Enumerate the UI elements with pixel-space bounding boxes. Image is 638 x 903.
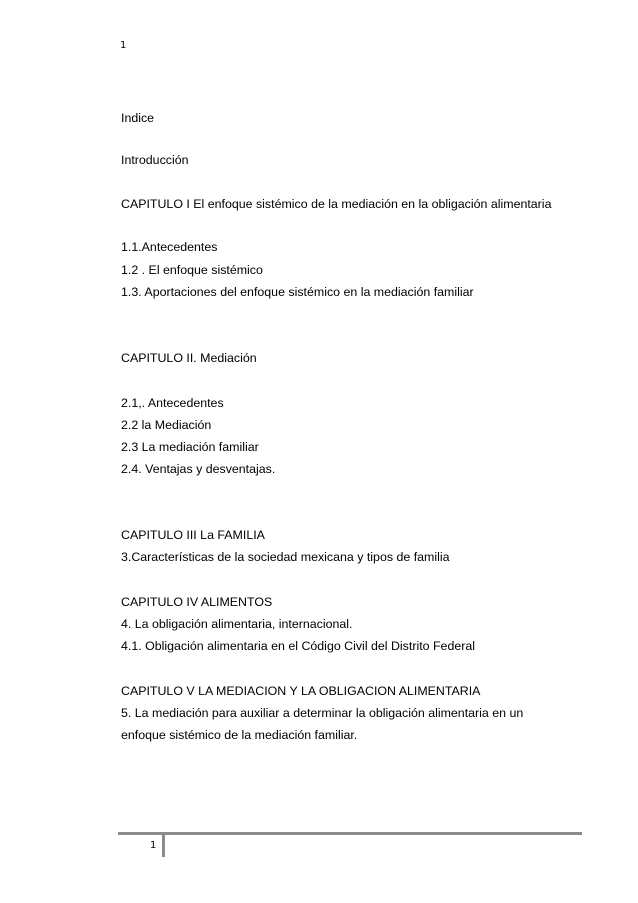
header-page-number: 1: [120, 40, 127, 51]
toc-chapter-5: CAPITULO V LA MEDIACION Y LA OBLIGACION ALIMENTARIA: [121, 684, 481, 698]
index-title: Indice: [121, 111, 155, 125]
toc-chapter-3: CAPITULO III La FAMILIA: [121, 528, 265, 542]
toc-item-5-line-1: 5. La mediación para auxiliar a determinar la obligación alimentaria en un: [121, 706, 524, 720]
toc-item-1-3: 1.3. Aportaciones del enfoque sistémico en la mediación familiar: [121, 285, 474, 299]
toc-introduction: Introducción: [121, 153, 189, 167]
toc-item-2-4: 2.4. Ventajas y desventajas.: [121, 462, 276, 476]
toc-item-1-2: 1.2 . El enfoque sistémico: [121, 263, 263, 277]
footer-rule: [118, 832, 582, 835]
footer-separator: [162, 835, 165, 857]
toc-chapter-1: CAPITULO I El enfoque sistémico de la mediación en la obligación alimentaria: [121, 197, 552, 211]
toc-chapter-2: CAPITULO II. Mediación: [121, 351, 257, 365]
toc-item-2-3: 2.3 La mediación familiar: [121, 440, 259, 454]
footer-page-number: 1: [150, 840, 157, 851]
toc-item-4: 4. La obligación alimentaria, internacional.: [121, 617, 353, 631]
toc-item-2-1: 2.1,. Antecedentes: [121, 396, 224, 410]
toc-chapter-4: CAPITULO IV ALIMENTOS: [121, 595, 273, 609]
toc-item-5-line-2: enfoque sistémico de la mediación familiar.: [121, 728, 358, 742]
toc-item-2-2: 2.2 la Mediación: [121, 418, 212, 432]
toc-item-3: 3.Características de la sociedad mexicana y tipos de familia: [121, 550, 450, 564]
toc-item-1-1: 1.1.Antecedentes: [121, 240, 218, 254]
toc-item-4-1: 4.1. Obligación alimentaria en el Código Civil del Distrito Federal: [121, 639, 475, 653]
